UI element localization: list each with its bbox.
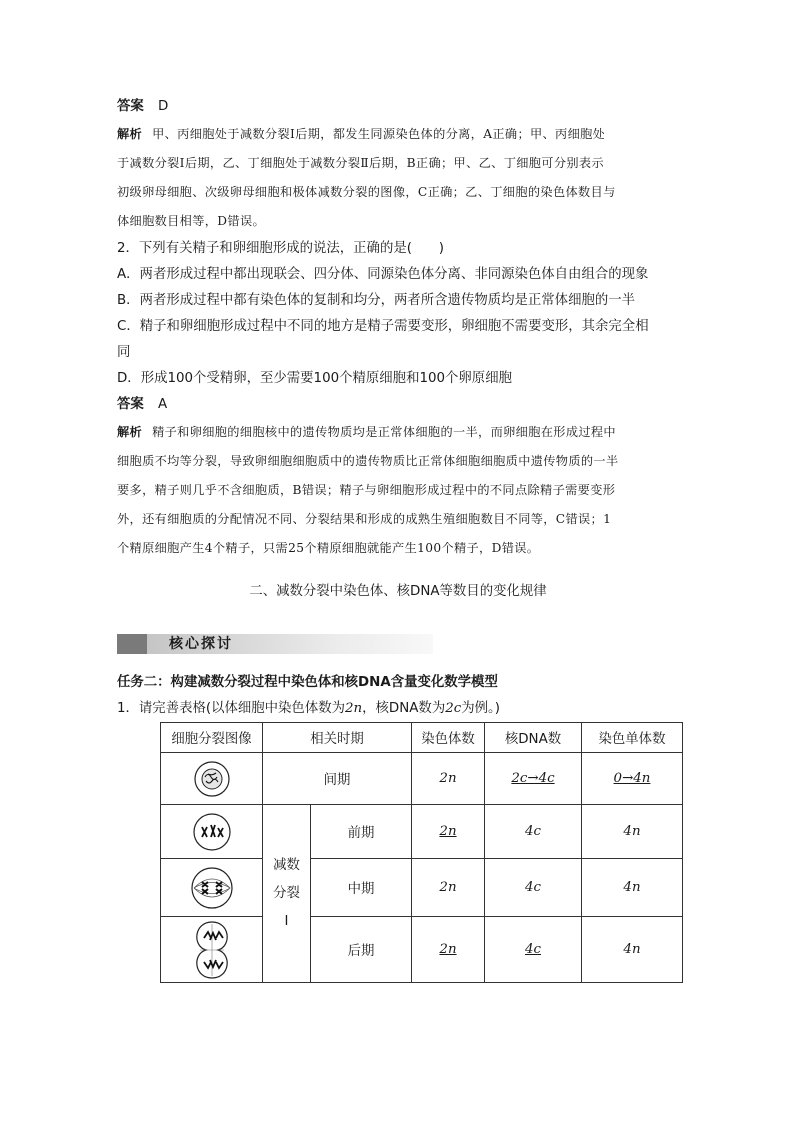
col-header: 细胞分裂图像 (161, 723, 263, 753)
chromatid-cell: 4n (582, 805, 683, 859)
answer-value: D (158, 99, 169, 114)
table-row (161, 917, 683, 983)
col-header: 染色单体数 (582, 723, 683, 753)
interphase-cell-image (161, 753, 263, 805)
chrom-cell: 2n (412, 859, 485, 917)
analysis-line: 体细胞数目相等，D错误。 (117, 214, 266, 228)
chrom-cell: 2n (412, 917, 485, 983)
anaphase-cell-image (161, 917, 263, 983)
instruction-c: 2c (445, 701, 462, 716)
meiosis1-label: Ⅰ (284, 913, 289, 929)
chrom-cell: 2n (412, 805, 485, 859)
section-title: 二、减数分裂中染色体、核DNA等数目的变化规律 (249, 584, 547, 599)
period-cell: 中期 (311, 859, 412, 917)
dna-cell: 4c (485, 805, 582, 859)
bar-lead-block (117, 634, 147, 654)
analysis-label: 解析 (117, 127, 143, 141)
analysis-line: 于减数分裂Ⅰ后期，乙、丁细胞处于减数分裂Ⅱ后期，B正确；甲、乙、丁细胞可分别表示 (117, 156, 604, 170)
dna-cell: 4c (485, 917, 582, 983)
instruction-text: ，核DNA数为 (362, 701, 446, 716)
period-cell: 间期 (263, 753, 412, 805)
answer-label: 答案 (117, 397, 144, 412)
q2-option: 同 (117, 345, 131, 360)
chromatid-cell: 4n (582, 917, 683, 983)
prophase-cell-image (161, 805, 263, 859)
q2-option: D．形成100个受精卵，至少需要100个精原细胞和100个卵原细胞 (117, 371, 512, 386)
dna-cell: 2c→4c (485, 753, 582, 805)
task-block (117, 670, 679, 722)
document-body (117, 94, 679, 563)
col-header: 染色体数 (412, 723, 485, 753)
q2-option: C．精子和卵细胞形成过程中不同的地方是精子需要变形，卵细胞不需要变形，其余完全相 (117, 319, 649, 334)
table-row (161, 859, 683, 917)
q2-answer (117, 392, 679, 418)
prophase-cell-icon (191, 811, 233, 853)
instruction-text: 1．请完善表格(以体细胞中染色体数为 (117, 701, 345, 716)
analysis-line: 外，还有细胞质的分配情况不同、分裂结果和形成的成熟生殖细胞数目不同等，C错误；1 (117, 512, 612, 526)
meiosis-table (160, 722, 683, 983)
analysis-line: 要多，精子则几乎不含细胞质，B错误；精子与卵细胞形成过程中的不同点除精子需要变形 (117, 483, 616, 497)
analysis-line: 甲、丙细胞处于减数分裂Ⅰ后期，都发生同源染色体的分离，A正确；甲、丙细胞处 (152, 127, 606, 141)
period-cell: 后期 (311, 917, 412, 983)
dna-cell: 4c (485, 859, 582, 917)
q2-analysis (117, 418, 679, 563)
chromatid-cell: 0→4n (582, 753, 683, 805)
q2-option: B．两者形成过程中都有染色体的复制和均分，两者所含遗传物质均是正常体细胞的一半 (117, 293, 636, 308)
col-header: 相关时期 (263, 723, 412, 753)
task-title: 任务二：构建减数分裂过程中染色体和核DNA含量变化数学模型 (117, 675, 498, 690)
instruction-text: 为例。) (461, 701, 500, 716)
analysis-line: 个精原细胞产生4个精子，只需25个精原细胞就能产生100个精子，D错误。 (117, 541, 540, 555)
analysis-label: 解析 (117, 425, 143, 439)
chromatid-cell: 4n (582, 859, 683, 917)
task-instruction (117, 696, 679, 722)
table-row (161, 805, 683, 859)
table-header-row (161, 723, 683, 753)
interphase-cell-icon (192, 759, 232, 799)
analysis-line: 细胞质不均等分裂，导致卵细胞细胞质中的遗传物质比正常体细胞细胞质中遗传物质的一半 (117, 454, 619, 468)
q2-stem: 2．下列有关精子和卵细胞形成的说法，正确的是( ) (117, 241, 444, 256)
core-discussion-bar (117, 634, 433, 654)
chrom-cell: 2n (412, 753, 485, 805)
analysis-line: 精子和卵细胞的细胞核中的遗传物质均是正常体细胞的一半，而卵细胞在形成过程中 (152, 425, 616, 439)
core-bar-title: 核心探讨 (169, 636, 233, 652)
instruction-n: 2n (345, 701, 363, 716)
metaphase-cell-image (161, 859, 263, 917)
period-cell: 前期 (311, 805, 412, 859)
answer-label: 答案 (117, 99, 144, 114)
table-row (161, 753, 683, 805)
meiosis1-label-cell (263, 805, 311, 983)
col-header: 核DNA数 (485, 723, 582, 753)
meiosis1-label: 减数 (273, 857, 300, 873)
q1-analysis (117, 120, 679, 236)
q1-answer (117, 94, 679, 120)
metaphase-cell-icon (189, 865, 235, 911)
meiosis1-label: 分裂 (273, 885, 300, 901)
answer-value: A (158, 397, 168, 412)
q2-option: A．两者形成过程中都出现联会、四分体、同源染色体分离、非同源染色体自由组合的现象 (117, 267, 649, 282)
anaphase-cell-icon (190, 920, 234, 980)
analysis-line: 初级卵母细胞、次级卵母细胞和极体减数分裂的图像，C正确；乙、丁细胞的染色体数目与 (117, 185, 616, 199)
